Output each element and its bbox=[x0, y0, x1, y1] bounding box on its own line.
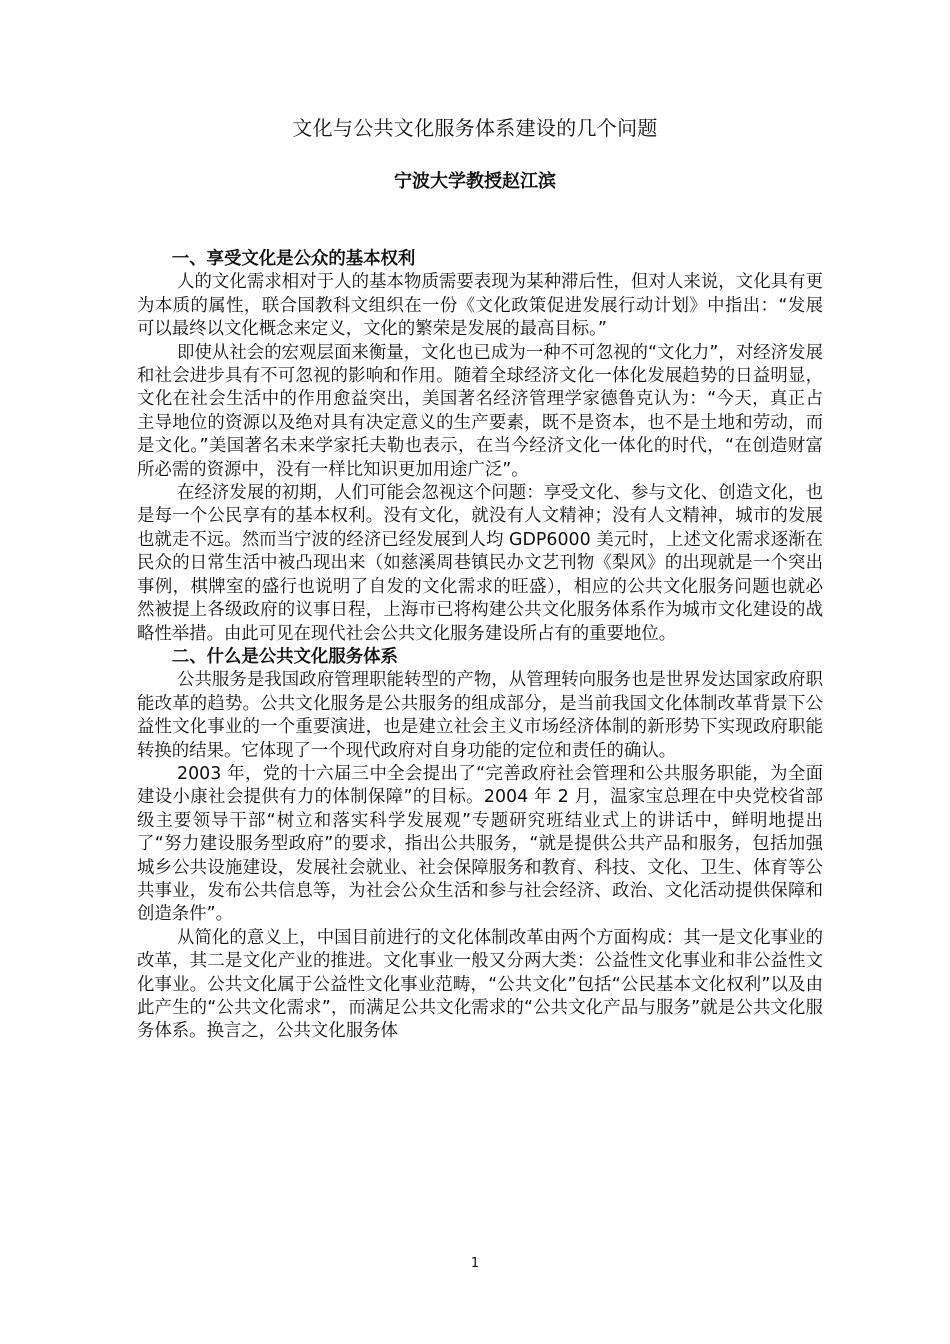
paragraph: 人的文化需求相对于人的基本物质需要表现为某种滞后性，但对人来说，文化具有更为本质的属性，联合国教科文组织在一份《文化政策促进发展行动计划》中指出：“发展可以最终以文化概念来定义，文化的繁荣是发展的最高目标。” bbox=[137, 272, 823, 340]
paragraph: 从简化的意义上，中国目前进行的文化体制改革由两个方面构成：其一是文化事业的改革，其二是文化产业的推进。文化事业一般又分两大类：公益性文化事业和非公益性文化事业。公共文化属于公益性文化事业范畴，“公共文化”包括“公民基本文化权利”以及由此产生的“公共文化需求”，而满足公共文化需求的“公共文化产品与服务”就是公共文化服务体系。换言之，公共文化服务体 bbox=[137, 927, 823, 1042]
document-author: 宁波大学教授赵江滨 bbox=[394, 171, 556, 192]
section-heading-2: 二、什么是公共文化服务体系 bbox=[171, 646, 398, 667]
document-body bbox=[137, 248, 823, 1044]
page-number: 1 bbox=[470, 1256, 480, 1271]
document-title: 文化与公共文化服务体系建设的几个问题 bbox=[292, 116, 658, 140]
paragraph: 在经济发展的初期，人们可能会忽视这个问题：享受文化、参与文化、创造文化，也是每一个公民享有的基本权利。没有文化，就没有人文精神；没有人文精神，城市的发展也就走不远。然而当宁波的经济已经发展到人均 GDP6000 美元时，上述文化需求逐渐在民众的日常生活中被凸现出来（如慈溪周巷镇民办文艺刊物《梨风》的出现就是一个突出事例，棋牌室的盛行也说明了自发的文化需求的旺盛），相应的公共文化服务问题也就必然被提上各级政府的议事日程，上海市已将构建公共文化服务体系作为城市文化建设的战略性举措。由此可见在现代社会公共文化服务建设所占有的重要地位。 bbox=[137, 483, 823, 644]
paragraph: 公共服务是我国政府管理职能转型的产物，从管理转向服务也是世界发达国家政府职能改革的趋势。公共文化服务是公共服务的组成部分，是当前我国文化体制改革背景下公益性文化事业的一个重要演进，也是建立社会主义市场经济体制的新形势下实现政府职能转换的结果。它体现了一个现代政府对自身功能的定位和责任的确认。 bbox=[137, 670, 823, 761]
section-heading-1: 一、享受文化是公众的基本权利 bbox=[171, 249, 416, 269]
paragraph: 即使从社会的宏观层面来衡量，文化也已成为一种不可忽视的“文化力”，对经济发展和社会进步具有不可忽视的影响和作用。随着全球经济文化一体化发展趋势的日益明显，文化在社会生活中的作用愈益突出，美国著名经济管理学家德鲁克认为：“今天，真正占主导地位的资源以及绝对具有决定意义的生产要素，既不是资本，也不是土地和劳动，而是文化。”美国著名未来学家托夫勒也表示，在当今经济文化一体化的时代，“在创造财富所必需的资源中，没有一样比知识更加用途广泛”。 bbox=[137, 342, 823, 480]
paragraph: 2003 年，党的十六届三中全会提出了“完善政府社会管理和公共服务职能，为全面建设小康社会提供有力的体制保障”的目标。2004 年 2 月，温家宝总理在中央党校省部级主要领导干部“树立和落实科学发展观”专题研究班结业式上的讲话中，鲜明地提出了“努力建设服务型政府”的要求，指出公共服务，“就是提供公共产品和服务，包括加强城乡公共设施建设，发展社会就业、社会保障服务和教育、科技、文化、卫生、体育等公共事业，发布公共信息等，为社会公众生活和参与社会经济、政治、文化活动提供保障和创造条件”。 bbox=[137, 763, 823, 925]
